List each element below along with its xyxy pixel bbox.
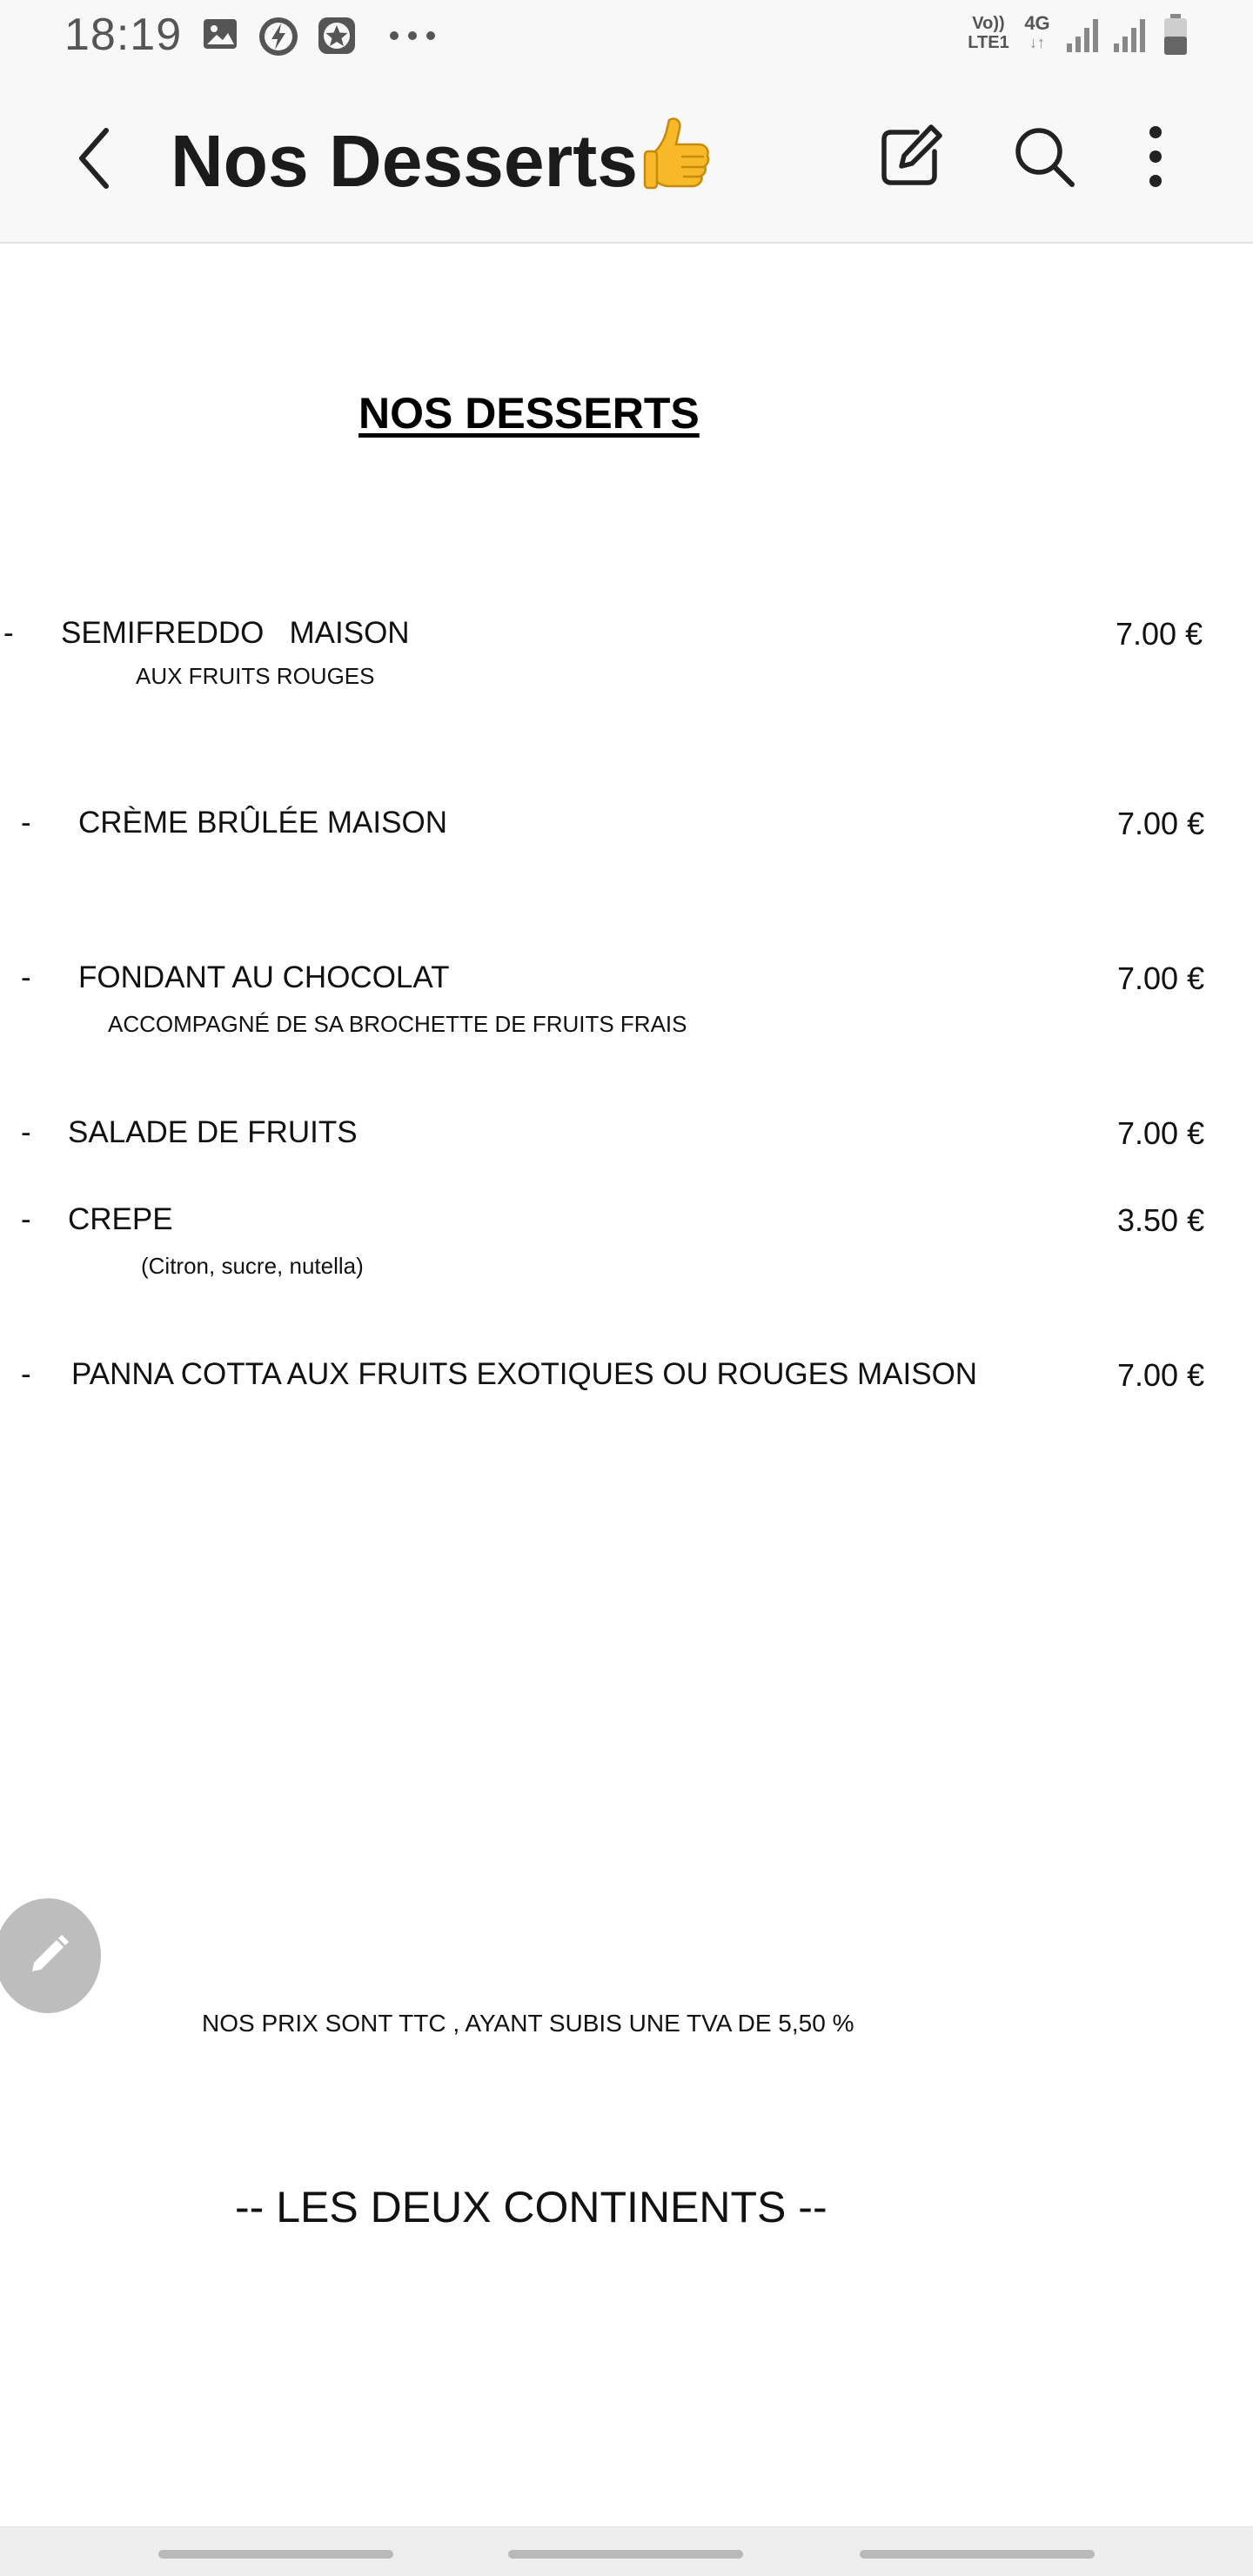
- item-name: SALADE DE FRUITS: [68, 1115, 358, 1149]
- signal-icon: [1112, 17, 1147, 54]
- item-name: FONDANT AU CHOCOLAT: [78, 960, 450, 994]
- nav-recents-button[interactable]: [158, 2550, 393, 2559]
- network-label: 4G: [1024, 12, 1050, 34]
- status-time: 18:19: [64, 10, 183, 60]
- navigation-bar: [0, 2526, 1253, 2576]
- flash-icon: [258, 16, 299, 57]
- item-name: CREPE: [68, 1202, 173, 1236]
- app-bar: [0, 73, 1253, 244]
- nav-back-button[interactable]: [860, 2550, 1095, 2559]
- document-view[interactable]: [0, 244, 1253, 2523]
- signal-icon: [1065, 17, 1100, 54]
- item-name: CRÈME BRÛLÉE MAISON: [78, 806, 447, 840]
- search-button[interactable]: [1008, 120, 1081, 193]
- data-arrows-icon: ↓↑: [1029, 34, 1045, 51]
- item-bullet: -: [21, 960, 31, 994]
- item-bullet: -: [21, 1202, 31, 1236]
- item-price: 7.00 €: [1117, 960, 1205, 996]
- item-bullet: -: [21, 1357, 31, 1391]
- item-bullet: -: [3, 616, 14, 650]
- item-price: 7.00 €: [1117, 1115, 1205, 1151]
- gallery-icon: [202, 16, 238, 52]
- back-button[interactable]: [68, 124, 120, 193]
- lte-label: LTE1: [968, 33, 1009, 52]
- item-bullet: -: [21, 806, 31, 840]
- more-options-button[interactable]: [1119, 120, 1192, 193]
- item-detail: ACCOMPAGNÉ DE SA BROCHETTE DE FRUITS FRAIS: [108, 1011, 687, 1037]
- item-name: SEMIFREDDO MAISON: [61, 616, 410, 650]
- item-price: 7.00 €: [1117, 1357, 1205, 1393]
- item-detail: AUX FRUITS ROUGES: [136, 663, 375, 689]
- more-dots-icon: [388, 30, 437, 42]
- item-name: PANNA COTTA AUX FRUITS EXOTIQUES OU ROUGES MAISON: [71, 1357, 978, 1391]
- network-indicator: [1020, 14, 1055, 52]
- nav-home-button[interactable]: [508, 2550, 743, 2559]
- item-bullet: -: [21, 1115, 31, 1149]
- page-title-text: Nos Desserts: [171, 120, 638, 202]
- item-price: 7.00 €: [1117, 806, 1205, 841]
- edit-button[interactable]: [874, 120, 947, 193]
- volte-label: Vo)): [972, 14, 1005, 33]
- item-price: 7.00 €: [1116, 616, 1203, 652]
- status-bar: [0, 0, 1253, 73]
- document-heading: NOS DESSERTS: [358, 389, 700, 438]
- thumbs-up-icon: [643, 115, 711, 198]
- restaurant-brand: -- LES DEUX CONTINENTS --: [235, 2183, 828, 2231]
- pencil-icon: [23, 1931, 72, 1980]
- item-detail: (Citron, sucre, nutella): [141, 1253, 364, 1279]
- tax-note: NOS PRIX SONT TTC , AYANT SUBIS UNE TVA DE 5,50 %: [202, 2010, 854, 2037]
- battery-icon: [1163, 14, 1189, 56]
- item-price: 3.50 €: [1117, 1202, 1205, 1238]
- volte-indicator: [964, 14, 1013, 52]
- page-title: [171, 115, 711, 204]
- star-badge-icon: [317, 16, 357, 56]
